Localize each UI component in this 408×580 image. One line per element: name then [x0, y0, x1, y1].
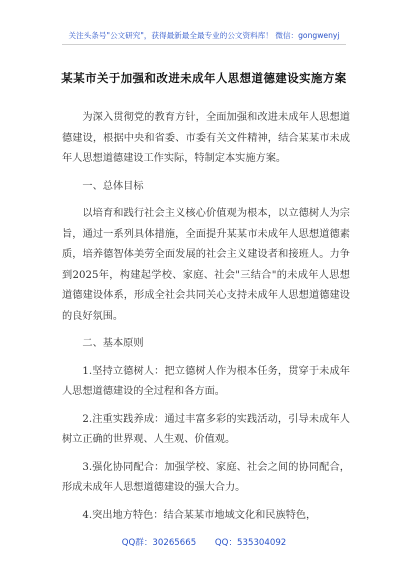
document-title: 某某市关于加强和改进未成年人思想道德建设实施方案	[61, 71, 347, 85]
footer-qq: QQ：535304092	[214, 538, 287, 548]
footer-contact	[0, 536, 408, 548]
footer-qq-group: QQ群：30265665	[121, 538, 197, 548]
section-heading-principles: 二、基本原则	[82, 338, 144, 349]
header-note: 关注头条号"公文研究"，获得最新最全最专业的公文资料库！ 微信：gongwenyj	[68, 31, 340, 40]
principle-item: 1.坚持立德树人：把立德树人作为根本任务，贯穿于未成年人思想道德建设的全过程和各方面。	[62, 365, 350, 397]
principle-item: 2.注重实践养成：通过丰富多彩的实践活动，引导未成年人树立正确的世界观、人生观、价值观。	[62, 413, 350, 445]
goals-paragraph: 以培育和践行社会主义核心价值观为根本，以立德树人为宗旨，通过一系列具体措施，全面提升某某市未成年人思想道德素质，培养德智体美劳全面发展的社会主义建设者和接班人。力争到2025年，构建起学校、家庭、社会"三结合"的未成年人思想道德建设体系，形成全社会共同关心支持未成年人思想道德建设的良好氛围。	[62, 208, 350, 322]
principle-item: 4.突出地方特色：结合某某市地域文化和民族特色，	[82, 509, 317, 521]
principle-item: 3.强化协同配合：加强学校、家庭、社会之间的协同配合，形成未成年人思想道德建设的强大合力。	[62, 461, 350, 493]
document-body	[62, 108, 350, 533]
intro-paragraph: 为深入贯彻党的教育方针，全面加强和改进未成年人思想道德建设，根据中央和省委、市委有关文件精神，结合某某市未成年人思想道德建设工作实际，特制定本实施方案。	[62, 112, 350, 164]
section-heading-goals: 一、总体目标	[82, 180, 144, 192]
header-divider	[62, 44, 346, 45]
